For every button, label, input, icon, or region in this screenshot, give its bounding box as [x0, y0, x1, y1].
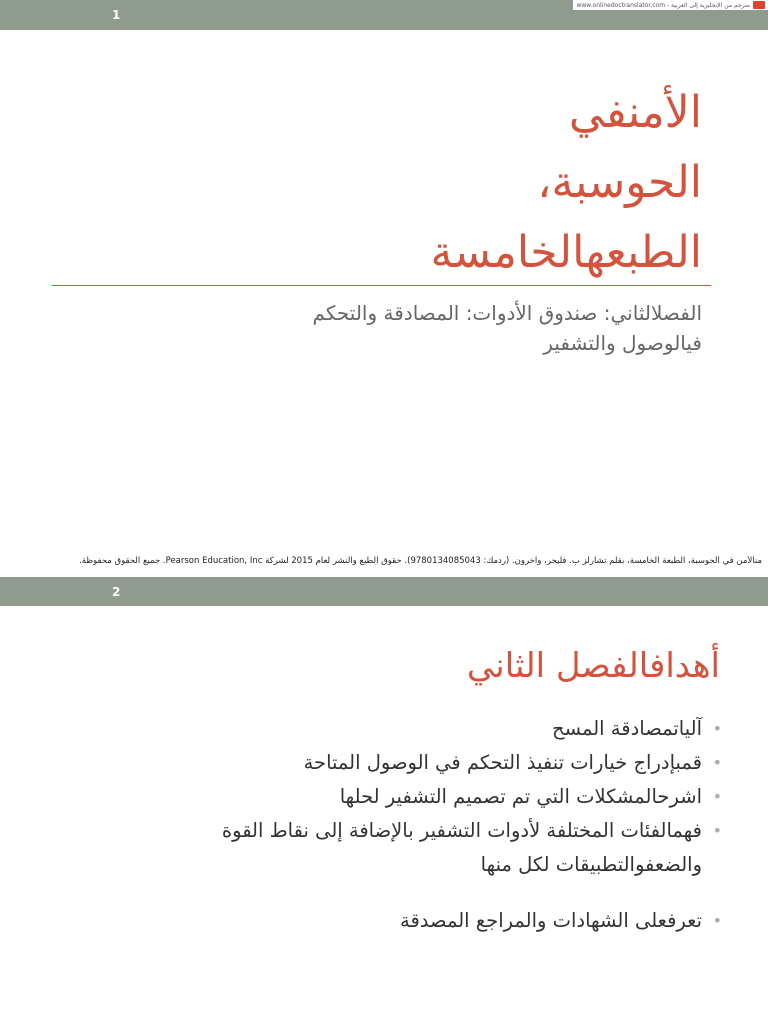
- slide-1-number: 1: [112, 8, 121, 22]
- watermark-text: www.onlinedoctranslator.com - مترجم من الإنجليزية إلى العربية: [576, 1, 750, 9]
- translator-logo-icon: [753, 1, 765, 9]
- title-line-1: الأمنفي: [568, 87, 702, 138]
- list-item: [72, 904, 722, 938]
- bullet-icon: •: [712, 719, 722, 738]
- title-line-2: الحوسبة،: [537, 157, 702, 208]
- bullet-icon: •: [712, 787, 722, 806]
- slide-1-title: [102, 78, 702, 288]
- bullet-icon: •: [712, 911, 722, 930]
- bullet-text: آلياتمصادقة المسح: [551, 717, 702, 740]
- bullet-icon: •: [712, 753, 722, 772]
- list-item: [72, 712, 722, 746]
- bullet-text: قمبإدراج خيارات تنفيذ التحكم في الوصول المتاحة: [303, 751, 702, 774]
- slide-2-number: 2: [112, 585, 121, 599]
- title-line-3: الطبعهالخامسة: [430, 227, 702, 278]
- translator-watermark[interactable]: [573, 0, 768, 10]
- list-item: [72, 746, 722, 780]
- subtitle-line-1: الفصلالثاني: صندوق الأدوات: المصادقة والتحكم: [312, 301, 702, 325]
- slide-2-header-bar: [0, 577, 768, 606]
- slide-2-heading: أهدافالفصل الثاني: [466, 646, 720, 686]
- list-item: [72, 780, 722, 814]
- subtitle-line-2: فيالوصول والتشفير: [543, 331, 702, 355]
- slide-1-subtitle: [102, 298, 702, 358]
- bullet-text: فهمالفئات المختلفة لأدوات التشفير بالإضافة إلى نقاط القوة والضعفوالتطبيقات لكل منها: [221, 819, 702, 876]
- copyright-footer: منالأمن في الحوسبة، الطبعة الخامسة، بقلم تشارلز ب. فليجر، وآخرون. (ردمك: 9780134085043). حقوق الطبع والنشر لعام 2015 لشركة Pearson Education, Inc. جميع الحقوق محفوظة.: [79, 556, 762, 566]
- bullet-text: اشرحالمشكلات التي تم تصميم التشفير لحلها: [339, 785, 702, 808]
- title-divider: [52, 285, 711, 286]
- bullet-icon: •: [712, 821, 722, 840]
- list-item: [72, 814, 722, 882]
- bullet-text: تعرفعلى الشهادات والمراجع المصدقة: [400, 909, 702, 932]
- objectives-list: [72, 712, 722, 938]
